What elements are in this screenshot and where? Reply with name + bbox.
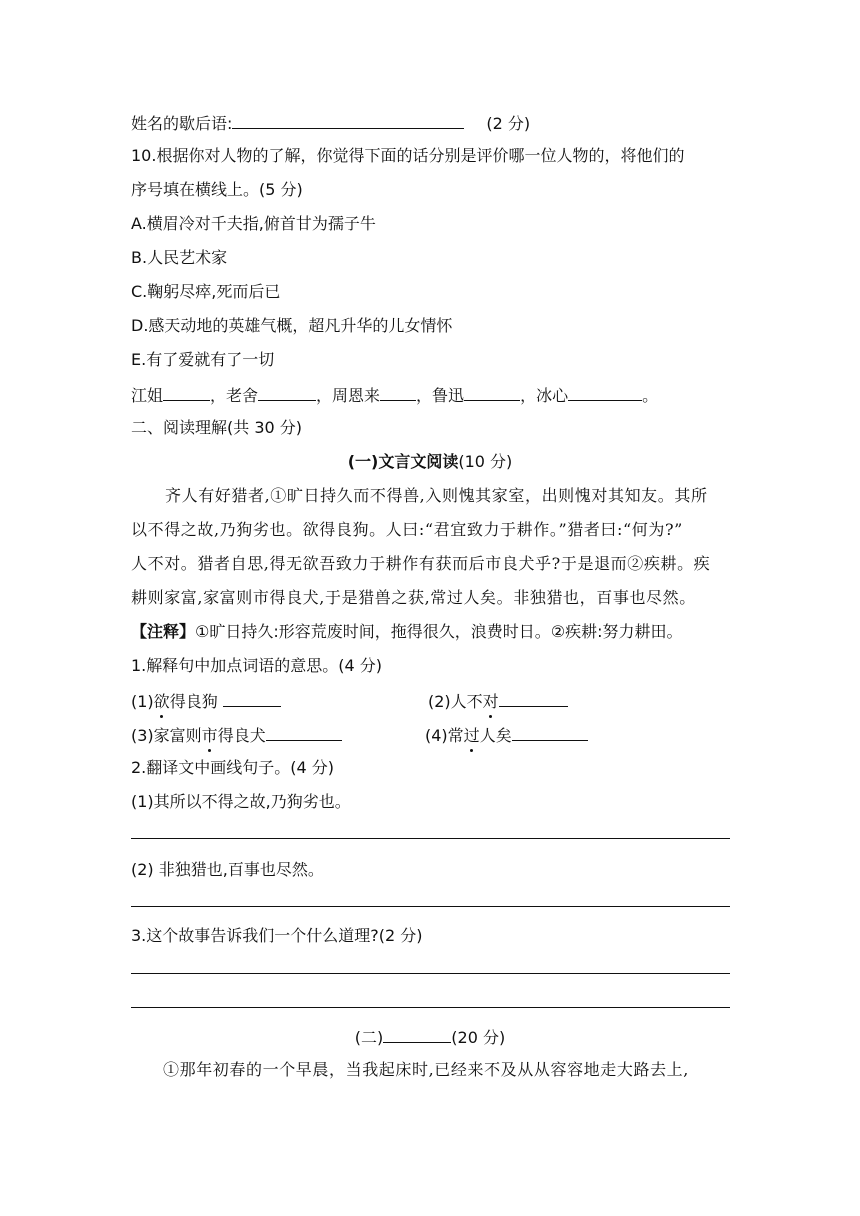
q1-item-4-num: (4)常	[425, 726, 464, 745]
fill-label-zhouenlai: ，周恩来	[316, 386, 381, 405]
q1-item-3-blank[interactable]	[266, 723, 342, 741]
q9-line	[131, 111, 530, 135]
q3-stem: 3.这个故事告诉我们一个什么道理?(2 分)	[131, 926, 423, 945]
fill-end-mark: 。	[642, 386, 659, 405]
fill-label-bingxin: ，冰心	[520, 386, 569, 405]
q10-stem-line1: 10.根据你对人物的了解，你觉得下面的话分别是评价哪一位人物的，将他们的	[131, 146, 685, 165]
passage-line-2: 以不得之故,乃狗劣也。欲得良狗。人曰:“君宜致力于耕作。”猎者曰:“何为?”	[131, 520, 683, 539]
q3-answer-line-1[interactable]	[131, 973, 730, 974]
note-tag: 【注释】	[131, 622, 196, 641]
fill-label-laoshe: ，老舍	[210, 386, 259, 405]
q1-item-2-dotted-word: 对	[482, 692, 499, 711]
q2-answer-line-2[interactable]	[131, 906, 730, 907]
q10-option-c: C.鞠躬尽瘁,死而后已	[131, 282, 281, 301]
part2-heading-score: (20 分)	[451, 1028, 506, 1047]
q1-item-3-text: 得良犬	[217, 726, 266, 745]
fill-label-luxun: ，鲁迅	[416, 386, 465, 405]
passage-line-3: 人不对。猎者自思,得无欲吾致力于耕作有获而后市良犬乎?于是退而②疾耕。疾	[131, 554, 711, 573]
q2-answer-line-1[interactable]	[131, 838, 730, 839]
q9-label: 姓名的歇后语:	[131, 114, 233, 133]
q1-item-2-blank[interactable]	[499, 689, 568, 707]
q1-item-1	[131, 689, 281, 713]
part1-heading-text: (一)文言文阅读	[347, 452, 459, 471]
q10-fill-line	[131, 383, 658, 407]
q1-item-4-blank[interactable]	[512, 723, 588, 741]
passage-line-4: 耕则家富,家富则市得良犬,于是猎兽之获,常过人矣。非独猎也，百事也尽然。	[131, 588, 696, 607]
fill-blank-jiangjie[interactable]	[163, 383, 210, 401]
q9-answer-blank[interactable]	[232, 111, 464, 129]
fill-blank-zhouenlai[interactable]	[380, 383, 416, 401]
q2-sentence-1: (1)其所以不得之故,乃狗劣也。	[131, 792, 351, 811]
fill-blank-bingxin[interactable]	[568, 383, 642, 401]
part2-title-blank[interactable]	[383, 1025, 451, 1043]
q10-option-b: B.人民艺术家	[131, 248, 228, 267]
q1-item-1-dotted-word: 欲	[153, 692, 170, 711]
q1-item-4	[425, 723, 588, 747]
fill-label-jiangjie: 江姐	[131, 386, 164, 405]
q1-item-3-dotted-word: 市	[201, 726, 218, 745]
q1-item-2-text: (2)人不	[428, 692, 483, 711]
q1-stem: 1.解释句中加点词语的意思。(4 分)	[131, 656, 383, 675]
q10-stem-line2: 序号填在横线上。(5 分)	[131, 180, 303, 199]
note-text: ①旷日持久:形容荒废时间，拖得很久，浪费时日。②疾耕:努力耕田。	[195, 622, 683, 641]
section2-title: 二、阅读理解(共 30 分)	[131, 418, 303, 437]
part1-heading-score: (10 分)	[458, 452, 513, 471]
fill-blank-luxun[interactable]	[464, 383, 520, 401]
fill-blank-laoshe[interactable]	[258, 383, 316, 401]
q1-item-3	[131, 723, 342, 747]
q1-item-3-num: (3)家富则	[131, 726, 202, 745]
q1-item-1-num: (1)	[131, 692, 154, 711]
part2-heading-prefix: (二)	[354, 1028, 384, 1047]
q10-option-d: D.感天动地的英雄气概，超凡升华的儿女情怀	[131, 316, 453, 335]
q9-score: (2 分)	[486, 114, 531, 133]
note-line	[131, 621, 683, 643]
q3-answer-line-2[interactable]	[131, 1007, 730, 1008]
part2-heading	[0, 1025, 860, 1049]
q1-item-1-blank[interactable]	[223, 689, 281, 707]
passage-line-1: 齐人有好猎者,①旷日持久而不得兽,入则愧其家室，出则愧对其知友。其所	[165, 486, 708, 505]
q2-stem: 2.翻译文中画线句子。(4 分)	[131, 758, 335, 777]
q1-item-1-text: 得良狗	[169, 692, 218, 711]
part1-heading	[0, 451, 860, 473]
q1-item-4-dotted-word: 过	[463, 726, 480, 745]
q1-item-2	[428, 689, 568, 713]
q10-option-a: A.横眉冷对千夫指,俯首甘为孺子牛	[131, 214, 376, 233]
q1-item-4-text: 人矣	[479, 726, 512, 745]
q10-option-e: E.有了爱就有了一切	[131, 350, 275, 369]
part2-passage-line-1: ①那年初春的一个早晨，当我起床时,已经来不及从从容容地走大路去上,	[163, 1060, 689, 1079]
q2-sentence-2: (2) 非独猎也,百事也尽然。	[131, 860, 324, 879]
